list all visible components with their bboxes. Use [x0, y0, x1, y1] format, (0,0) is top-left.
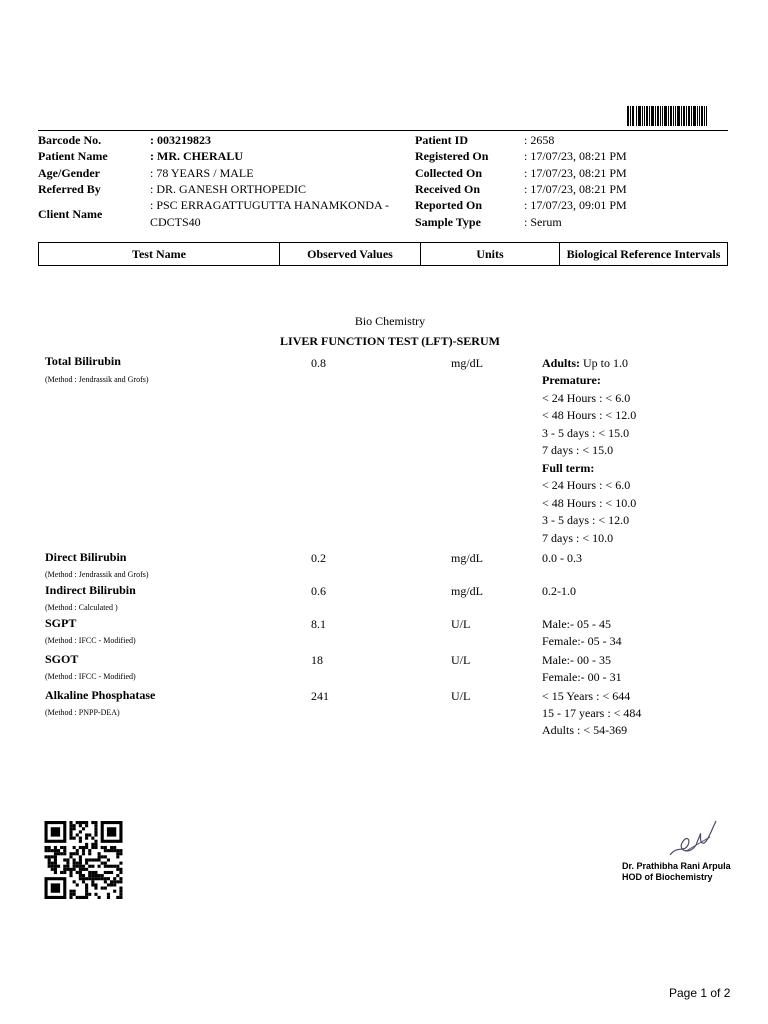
test-name: SGPT — [45, 616, 77, 630]
test-value: 0.2 — [311, 551, 326, 565]
test-ref-female: Female:- 05 - 34 — [542, 634, 622, 648]
value-received-on: : 17/07/23, 08:21 PM — [524, 182, 627, 196]
test-method: (Method : Jendrassik and Grofs) — [45, 375, 149, 384]
ref-premature-3: 3 - 5 days : < 15.0 — [542, 426, 630, 440]
col-reference-intervals: Biological Reference Intervals — [566, 246, 721, 261]
ref-adults — [542, 356, 628, 371]
ref-premature-2: < 48 Hours : < 12.0 — [542, 408, 637, 422]
test-unit: U/L — [451, 689, 471, 703]
ref-fullterm-2: < 48 Hours : < 10.0 — [542, 496, 637, 510]
label-age-gender: Age/Gender — [38, 166, 100, 180]
department-title: Bio Chemistry — [354, 314, 426, 328]
ref-premature-4: 7 days : < 15.0 — [542, 443, 614, 457]
test-method: (Method : Jendrassik and Grofs) — [45, 570, 149, 579]
value-age-gender: : 78 YEARS / MALE — [150, 166, 254, 180]
test-unit: U/L — [451, 617, 471, 631]
qr-code-image — [44, 821, 123, 899]
label-patient-id: Patient ID — [415, 133, 468, 147]
label-reported-on: Reported On — [415, 198, 482, 212]
test-name: SGOT — [45, 652, 79, 666]
ref-fullterm-4: 7 days : < 10.0 — [542, 531, 614, 545]
ref-premature-label: Premature: — [542, 373, 601, 387]
col-test-name: Test Name — [39, 243, 280, 265]
value-patient-id: : 2658 — [524, 133, 555, 147]
test-method: (Method : Calculated ) — [45, 603, 118, 612]
test-name: Direct Bilirubin — [45, 550, 127, 564]
label-barcode-no: Barcode No. — [38, 133, 102, 147]
label-client-name: Client Name — [38, 207, 103, 221]
value-client-code: CDCTS40 — [150, 215, 201, 229]
test-ref-2: 15 - 17 years : < 484 — [542, 706, 642, 720]
test-ref-male: Male:- 00 - 35 — [542, 653, 611, 667]
test-value: 8.1 — [311, 617, 326, 631]
test-unit: mg/dL — [451, 356, 483, 370]
signature-image — [664, 815, 724, 863]
label-collected-on: Collected On — [415, 166, 482, 180]
value-reported-on: : 17/07/23, 09:01 PM — [524, 198, 627, 212]
ref-fullterm-1: < 24 Hours : < 6.0 — [542, 478, 631, 492]
test-method: (Method : PNPP-DEA) — [45, 708, 120, 717]
ref-adults-label: Adults: — [542, 356, 581, 370]
test-method: (Method : IFCC - Modified) — [45, 672, 136, 681]
label-received-on: Received On — [415, 182, 480, 196]
value-referred-by: : DR. GANESH ORTHOPEDIC — [150, 182, 306, 196]
barcode-image — [627, 106, 707, 126]
col-units: Units — [421, 243, 560, 265]
test-value: 18 — [311, 653, 323, 667]
ref-fullterm-label: Full term: — [542, 461, 595, 475]
test-name: Indirect Bilirubin — [45, 583, 136, 597]
test-ref-male: Male:- 05 - 45 — [542, 617, 611, 631]
label-patient-name: Patient Name — [38, 149, 108, 163]
value-patient-name: : MR. CHERALU — [150, 149, 243, 163]
ref-premature-1: < 24 Hours : < 6.0 — [542, 391, 631, 405]
label-referred-by: Referred By — [38, 182, 101, 196]
test-unit: mg/dL — [451, 551, 483, 565]
test-ref-female: Female:- 00 - 31 — [542, 670, 622, 684]
test-value: 241 — [311, 689, 329, 703]
test-unit: mg/dL — [451, 584, 483, 598]
ref-fullterm-3: 3 - 5 days : < 12.0 — [542, 513, 630, 527]
page-number: Page 1 of 2 — [669, 986, 731, 1000]
test-unit: U/L — [451, 653, 471, 667]
test-value: 0.8 — [311, 356, 326, 370]
label-registered-on: Registered On — [415, 149, 489, 163]
ref-adults-value: Up to 1.0 — [580, 356, 629, 370]
panel-title: LIVER FUNCTION TEST (LFT)-SERUM — [280, 334, 500, 348]
test-ref: 0.2-1.0 — [542, 584, 576, 598]
test-name: Total Bilirubin — [45, 354, 121, 368]
value-sample-type: : Serum — [524, 215, 562, 229]
signatory-title: HOD of Biochemistry — [622, 872, 713, 882]
test-ref: 0.0 - 0.3 — [542, 551, 582, 565]
test-ref-1: < 15 Years : < 644 — [542, 689, 631, 703]
test-method: (Method : IFCC - Modified) — [45, 636, 136, 645]
value-registered-on: : 17/07/23, 08:21 PM — [524, 149, 627, 163]
test-name: Alkaline Phosphatase — [45, 688, 156, 702]
test-value: 0.6 — [311, 584, 326, 598]
test-ref-3: Adults : < 54-369 — [542, 723, 628, 737]
results-table-header — [38, 242, 728, 266]
value-collected-on: : 17/07/23, 08:21 PM — [524, 166, 627, 180]
value-client-name: : PSC ERRAGATTUGUTTA HANAMKONDA - — [150, 198, 390, 212]
value-barcode-no: : 003219823 — [150, 133, 211, 147]
signatory-name: Dr. Prathibha Rani Arpula — [622, 861, 731, 871]
label-sample-type: Sample Type — [415, 215, 481, 229]
header-top-rule — [38, 130, 728, 131]
col-observed-values: Observed Values — [280, 243, 421, 265]
